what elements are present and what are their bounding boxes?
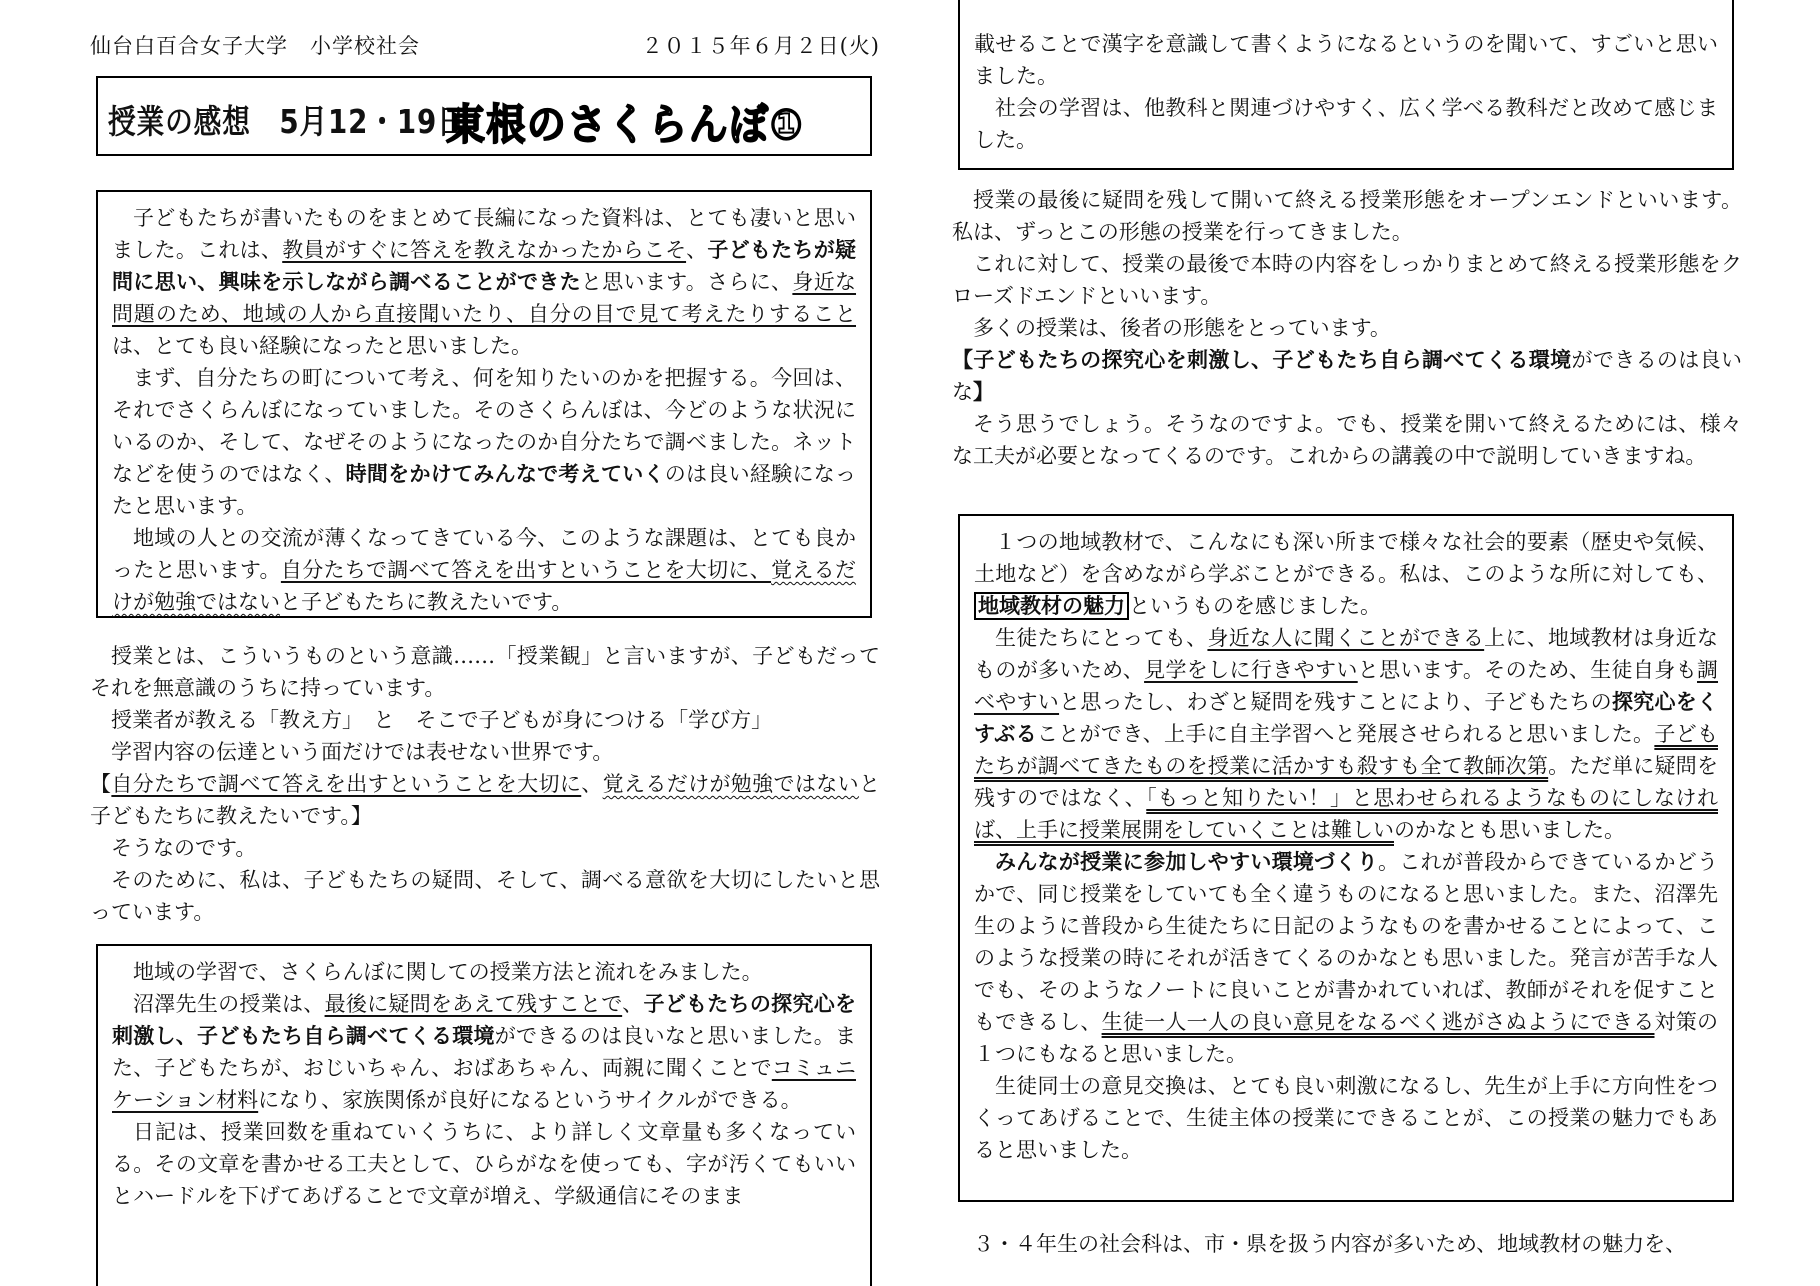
student-comment-box-2 [96, 944, 872, 1286]
commentary-paragraph: そう思うでしょう。そうなのですよ。でも、授業を開いて終えるためには、様々な工夫が必要となってくるのです。これからの講義の中で説明していきますね。 [952, 412, 1742, 468]
student-comment-box-3 [958, 514, 1734, 1202]
comment-paragraph: 社会の学習は、他教科と関連づけやすく、広く学べる教科だと改めて感じました。 [974, 96, 1718, 152]
commentary-quote: 【自分たちで調べて答えを出すということを大切に、覚えるだけが勉強ではないと子どもたちに教えたいです。】 [90, 772, 881, 828]
title-left: 授業の感想 5月12・19日 [108, 102, 466, 141]
left-column [90, 0, 890, 1286]
teacher-commentary-left [90, 640, 880, 928]
commentary-paragraph: 授業とは、こういうものという意識……「授業観」と言いますが、子どもだってそれを無意識のうちに持っています。 [90, 644, 880, 700]
commentary-paragraph: これに対して、授業の最後で本時の内容をしっかりまとめて終える授業形態をクローズドエンドといいます。 [952, 252, 1742, 308]
comment-paragraph: 子どもたちが書いたものをまとめて長編になった資料は、とても凄いと思いました。これは、教員がすぐに答えを教えなかったからこそ、子どもたちが疑問に思い、興味を示しながら調べることができたと思います。さらに、身近な問題のため、地域の人から直接聞いたり、自分の目で見て考えたりすることは、とても良い経験になったと思いました。 [112, 206, 857, 358]
title-right: 東根のさくらんぼ① [446, 100, 805, 149]
school-name: 仙台白百合女子大学 小学校社会 [90, 34, 420, 58]
commentary-paragraph: そうなのです。 [111, 836, 257, 860]
comment-paragraph: １つの地域教材で、こんなにも深い所まで様々な社会的要素（歴史や気候、土地など）を含めながら学ぶことができる。私は、このような所に対しても、地域教材の魅力 というものを感じました。 [974, 530, 1718, 618]
comment-paragraph: まず、自分たちの町について考え、何を知りたいのかを把握する。今回は、それでさくらんぼになっていました。そのさくらんぼは、今どのような状況にいるのか、そして、なぜそのようになったのか自分たちで調べました。ネットなどを使うのではなく、時間をかけてみんなで考えていくのは良い経験になったと思います。 [112, 366, 856, 518]
commentary-paragraph: そのために、私は、子どもたちの疑問、そして、調べる意欲を大切にしたいと思っています。 [90, 868, 880, 924]
comment-paragraph: 沼澤先生の授業は、最後に疑問をあえて残すことで、子どもたちの探究心を刺激し、子どもたち自ら調べてくる環境ができるのは良いなと思いました。また、子どもたちが、おじいちゃん、おばあちゃん、両親に聞くことでコミュニケーション材料になり、家族関係が良好になるというサイクルができる。 [112, 992, 857, 1112]
comment-paragraph: 地域の学習で、さくらんぼに関しての授業方法と流れをみました。 [133, 960, 763, 984]
commentary-paragraph: 授業の最後に疑問を残して開いて終える授業形態をオープンエンドといいます。私は、ずっとこの形態の授業を行ってきました。 [952, 188, 1742, 244]
commentary-paragraph: 多くの授業は、後者の形態をとっています。 [973, 316, 1391, 340]
commentary-paragraph: 授業者が教える「教え方」 と そこで子どもが身につける「学び方」 [111, 708, 773, 732]
comment-paragraph: 生徒同士の意見交換は、とても良い刺激になるし、先生が上手に方向性をつくってあげることで、生徒主体の授業にできることが、この授業の魅力でもあると思いました。 [974, 1074, 1718, 1162]
highlight-term: 地域教材の魅力 [974, 592, 1129, 620]
right-column [952, 0, 1752, 1286]
commentary-paragraph: ３・４年生の社会科は、市・県を扱う内容が多いため、地域教材の魅力を、 [973, 1232, 1687, 1256]
commentary-paragraph: 学習内容の伝達という面だけでは表せない世界です。 [111, 740, 614, 764]
comment-paragraph: 生徒たちにとっても、身近な人に聞くことができる上に、地域教材は身近なものが多いため、見学をしに行きやすいと思います。そのため、生徒自身も調べやすいと思ったし、わざと疑問を残すことにより、子どもたちの探究心をくすぶることができ、上手に自主学習へと発展させられると思いました。子どもたちが調べてきたものを授業に活かすも殺すも全て教師次第。ただ単に疑問を残すのではなく、「もっと知りたい！」と思わせられるようなものにしなければ、上手に授業展開をしていくことは難しいのかなとも思いました。 [974, 626, 1719, 842]
commentary-quote: 【子どもたちの探究心を刺激し、子どもたち自ら調べてくる環境ができるのは良いな】 [952, 348, 1743, 404]
teacher-commentary-right [952, 184, 1742, 472]
issue-date: ２０１５年６月２日(火) [641, 34, 880, 58]
title-box [96, 76, 872, 156]
student-comment-box-1 [96, 190, 872, 618]
comment-paragraph: 日記は、授業回数を重ねていくうちに、より詳しく文章量も多くなっている。その文章を書かせる工夫として、ひらがなを使っても、字が汚くてもいいとハードルを下げてあげることで文章が増え、学級通信にそのまま [112, 1120, 856, 1208]
comment-paragraph: 載せることで漢字を意識して書くようになるというのを聞いて、すごいと思いました。 [974, 32, 1718, 88]
student-comment-box-2-continued [958, 0, 1734, 170]
comment-paragraph: みんなが授業に参加しやすい環境づくり。これが普段からできているかどうかで、同じ授業をしていても全く違うものになると思いました。また、沼澤先生のように普段から生徒たちに日記のようなものを書かせることによって、このような授業の時にそれが活きてくるのかなとも思いました。発言が苦手な人でも、そのようなノートに良いことが書かれていれば、教師がそれを促すこともできるし、生徒一人一人の良い意見をなるべく逃がさぬようにできる対策の１つにもなると思いました。 [974, 850, 1719, 1066]
teacher-commentary-footer [952, 1228, 1742, 1260]
comment-paragraph: 地域の人との交流が薄くなってきている今、このような課題は、とても良かったと思います。自分たちで調べて答えを出すということを大切に、覚えるだけが勉強ではないと子どもたちに教えたいです。 [112, 526, 857, 614]
